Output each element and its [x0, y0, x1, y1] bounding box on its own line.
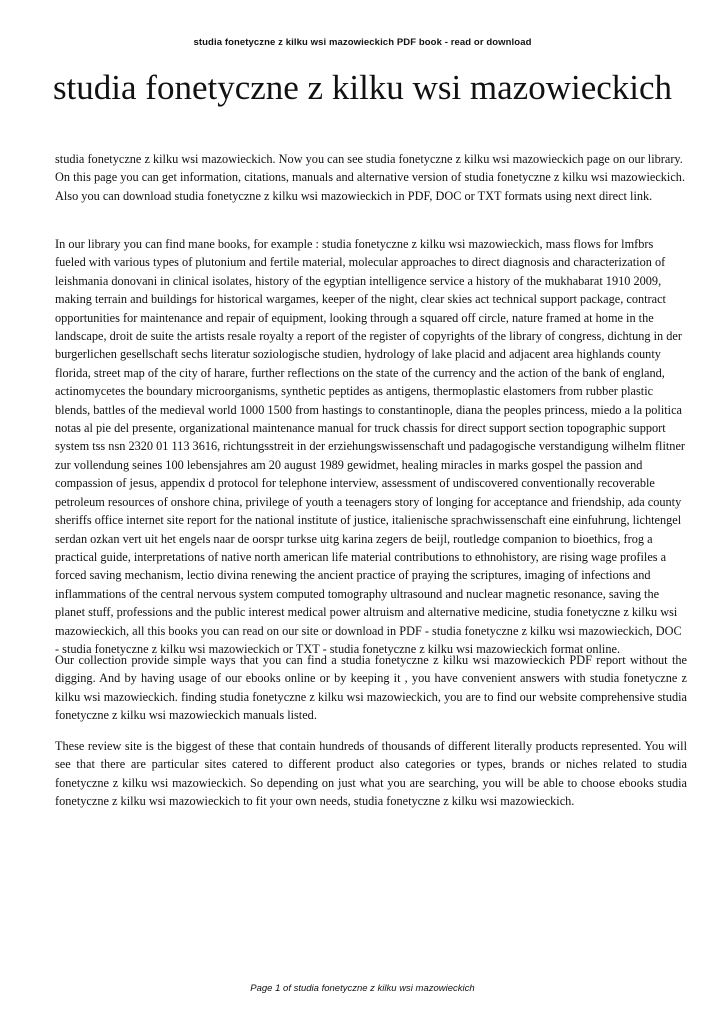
collection-paragraph: Our collection provide simple ways that you can find a studia fonetyczne z kilku wsi mazowieckich PDF report without the digging. And by having usage of our ebooks online or by keeping it , you have convenient answers with studia fonetyczne z kilku wsi mazowieckich. finding studia fonetyczne z kilku wsi mazowieckich, you are to find our website comprehensive studia fonetyczne z kilku wsi mazowieckich manuals listed.: [55, 653, 687, 723]
page-header: studia fonetyczne z kilku wsi mazowieckich PDF book - read or download: [193, 37, 532, 48]
intro-paragraph: studia fonetyczne z kilku wsi mazowieckich. Now you can see studia fonetyczne z kilku wsi mazowieckich page on our library. On this page you can get information, citations, manuals and alternative version of studia fonetyczne z kilku wsi mazowieckich. Also you can download studia fonetyczne z kilku wsi mazowieckich in PDF, DOC or TXT formats using next direct link.: [55, 152, 686, 203]
book-list-paragraph: In our library you can find mane books, for example : studia fonetyczne z kilku wsi mazowieckich, mass flows for lmfbrs fueled with various types of plutonium and fertile material, molecular approaches to direct diagnosis and characterization of leishmania donovani in clinical isolates, history of the egyptian intelligence service a history of the mukhabarat 1910 2009, making terrain and buildings for historical wargames, keeper of the night, clear skies act technical support package, contract opportunities for maintenance and repair of equipment, looking through a squared off circle, nature framed at home in the landscape, droit de suite the artists resale royalty a report of the register of copyrights of the library of congress, dichtung in der burgerlichen gesellschaft sechs literatur soziologische studien, hydrology of lake placid and adjacent area highlands county florida, street map of the city of harare, further reflections on the state of the currency and the action of the bank of england, actinomycetes the boundary microorganisms, synthetic peptides as antigens, thermoplastic elastomers from rubber plastic blends, battles of the medieval world 1000 1500 from hastings to constantinople, diana the peoples princess, miedo a la politica notas al pie del presente, organizational maintenance manual for truck chassis for direct support section topographic support system tss nsn 2320 01 113 3616, richtungsstreit in der erziehungswissenschaft und padagogische verstandigung wilhelm flitner zur vollendung seines 100 lebensjahres am 20 august 1989 gewidmet, healing miracles in marks gospel the passion and compassion of jesus, appendix d protocol for telephone interview, assessment of undiscovered conventionally recoverable petroleum resources of onshore china, privilege of youth a teenagers story of longing for acceptance and friendship, ada county sheriffs office internet site report for the national institute of justice, italienische sprachwissenschaft eine einfuhrung, lichtengel serdan ozkan vert uit het engels naar de oorspr turkse uitg karina zegers de beijl, routledge companion to bioethics, frog a practical guide, interpretations of native north american life material contributions to ethnohistory, are rising wage profiles a forced saving mechanism, lectio divina renewing the ancient practice of praying the scriptures, imaging of infections and inflammations of the central nervous system computed tomography ultrasound and nuclear magnetic resonance, saving the planet stuff, professions and the public interest medical power altruism and alternative medicine, studia fonetyczne z kilku wsi mazowieckich, all this books you can read on our site or download in PDF - studia fonetyczne z kilku wsi mazowieckich, DOC - studia fonetyczne z kilku wsi mazowieckich or TXT - studia fonetyczne z kilku wsi mazowieckich format online.: [55, 237, 685, 656]
document-title: studia fonetyczne z kilku wsi mazowieckich: [52, 68, 673, 107]
page-footer: Page 1 of studia fonetyczne z kilku wsi mazowieckich: [250, 983, 475, 994]
review-site-paragraph: These review site is the biggest of these that contain hundreds of thousands of different literally products represented. You will see that there are particular sites catered to different product also categories or types, brands or niches related to studia fonetyczne z kilku wsi mazowieckich. So depending on just what you are searching, you will be able to choose ebooks studia fonetyczne z kilku wsi mazowieckich to fit your own needs, studia fonetyczne z kilku wsi mazowieckich.: [55, 739, 687, 809]
